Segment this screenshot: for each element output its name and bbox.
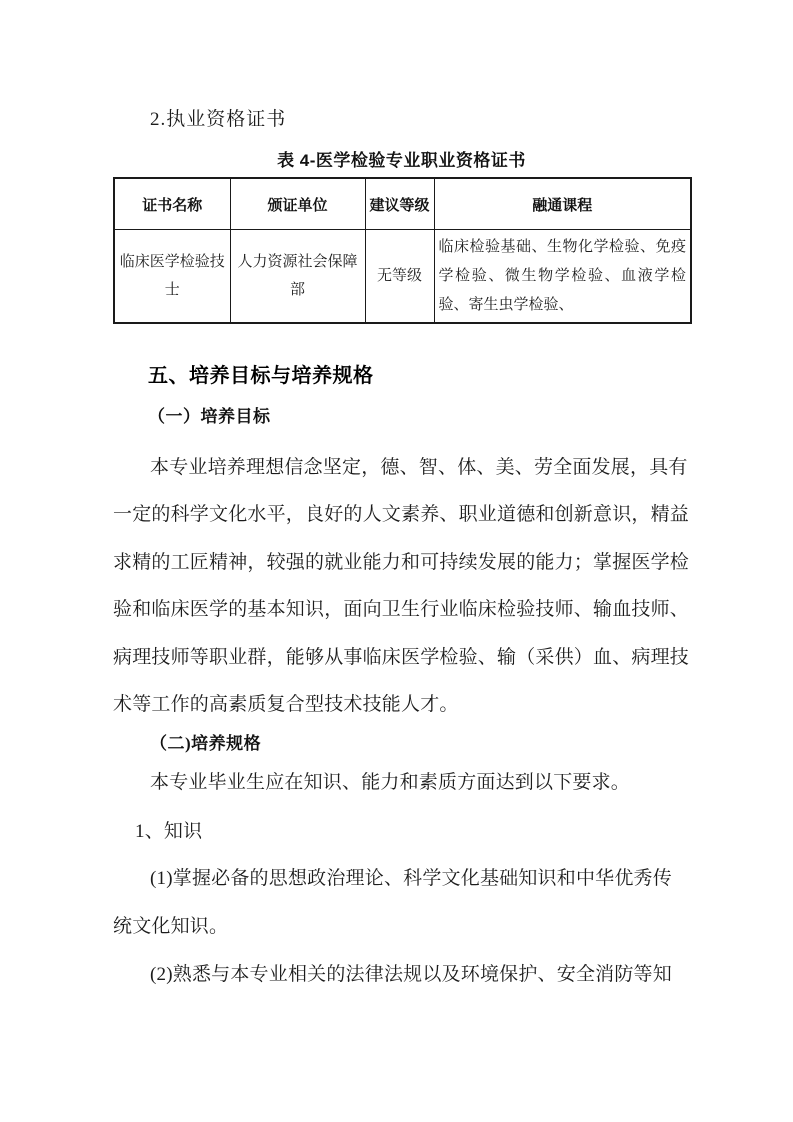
knowledge-item-2-line: (2)熟悉与本专业相关的法律法规以及环境保护、安全消防等知	[150, 964, 672, 985]
cell-suggested-level: 无等级	[365, 230, 434, 324]
cell-issuing-unit: 人力资源社会保障部	[230, 230, 365, 324]
header-issuing-unit: 颁证单位	[230, 178, 365, 230]
objective-paragraph-line: 术等工作的高素质复合型技术技能人才。	[113, 694, 459, 715]
header-certificate-name: 证书名称	[114, 178, 230, 230]
header-suggested-level: 建议等级	[365, 178, 434, 230]
qualification-certificate-table	[113, 177, 692, 324]
objective-paragraph-line: 一定的科学文化水平，良好的人文素养、职业道德和创新意识，精益	[113, 504, 690, 525]
knowledge-item-1-line: (1)掌握必备的思想政治理论、科学文化基础知识和中华优秀传	[150, 868, 672, 889]
objective-paragraph-line: 病理技师等职业群，能够从事临床医学检验、输（采供）血、病理技	[113, 647, 690, 668]
spec-intro-line: 本专业毕业生应在知识、能力和素质方面达到以下要求。	[150, 772, 631, 793]
table-row	[114, 230, 691, 324]
objective-paragraph-line: 验和临床医学的基本知识，面向卫生行业临床检验技师、输血技师、	[113, 599, 690, 620]
subsection-1-heading: （一）培养目标	[148, 407, 271, 426]
table-caption: 表 4-医学检验专业职业资格证书	[277, 151, 526, 170]
cell-integrated-courses: 临床检验基础、生物化学检验、免疫学检验、微生物学检验、血液学检验、寄生虫学检验、	[434, 230, 691, 324]
knowledge-item-1-line: 统文化知识。	[113, 916, 229, 937]
section-5-heading: 五、培养目标与培养规格	[148, 365, 374, 387]
cell-certificate-name: 临床医学检验技士	[114, 230, 230, 324]
license-certificate-heading: 2.执业资格证书	[150, 109, 287, 130]
knowledge-list-heading: 1、知识	[135, 821, 203, 842]
objective-paragraph-line: 求精的工匠精神，较强的就业能力和可持续发展的能力；掌握医学检	[113, 552, 690, 573]
table-header-row	[114, 178, 691, 230]
subsection-2-heading: （二)培养规格	[150, 734, 262, 753]
objective-paragraph-line: 本专业培养理想信念坚定，德、智、体、美、劳全面发展，具有	[150, 457, 688, 478]
header-integrated-courses: 融通课程	[434, 178, 691, 230]
